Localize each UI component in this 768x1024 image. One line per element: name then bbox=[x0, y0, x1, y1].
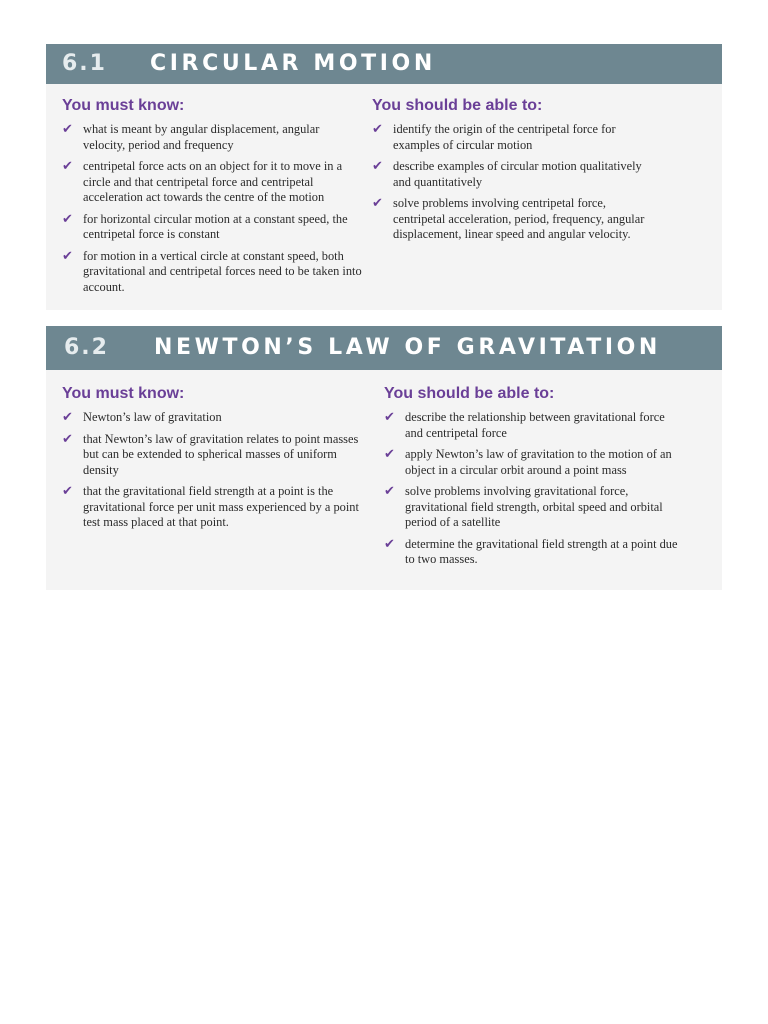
list-item bbox=[62, 212, 362, 243]
list-item-text: centripetal force acts on an object for it to move in a circle and that centripetal force and centripetal acceleration act towards the centre of the motion bbox=[83, 159, 343, 204]
section-banner bbox=[46, 44, 722, 84]
must-know-column bbox=[62, 96, 362, 301]
check-icon: ✔ bbox=[372, 122, 383, 137]
check-icon: ✔ bbox=[372, 196, 383, 211]
list-item bbox=[62, 122, 362, 153]
check-icon: ✔ bbox=[384, 536, 395, 552]
check-icon: ✔ bbox=[62, 410, 73, 425]
check-icon: ✔ bbox=[62, 159, 73, 174]
list-item bbox=[62, 432, 372, 479]
list-item bbox=[62, 249, 362, 296]
list-item-text: determine the gravitational field strength at a point due to two masses. bbox=[405, 536, 678, 566]
section-number: 6.1 bbox=[62, 51, 107, 76]
check-icon: ✔ bbox=[384, 447, 395, 462]
list-item-text: apply Newton’s law of gravitation to the motion of an object in a circular orbit around a point mass bbox=[405, 447, 672, 477]
able-to-column bbox=[372, 96, 652, 249]
check-icon: ✔ bbox=[62, 211, 73, 227]
check-icon: ✔ bbox=[62, 484, 73, 499]
list-item bbox=[62, 410, 372, 426]
able-to-heading: You should be able to: bbox=[372, 97, 543, 114]
list-item bbox=[384, 447, 684, 478]
list-item-text: what is meant by angular displacement, angular velocity, period and frequency bbox=[83, 122, 320, 152]
list-item-text: describe examples of circular motion qualitatively and quantitatively bbox=[393, 159, 642, 189]
must-know-heading: You must know: bbox=[62, 97, 185, 114]
must-know-list bbox=[62, 410, 372, 531]
list-item-text: solve problems involving centripetal force, centripetal acceleration, period, frequency, angular displacement, linear speed and angular velocity. bbox=[393, 196, 645, 241]
able-to-column bbox=[384, 384, 684, 574]
check-icon: ✔ bbox=[62, 248, 73, 264]
list-item bbox=[62, 159, 362, 206]
list-item-text: that the gravitational field strength at a point is the gravitational force per unit mass experienced by a point test mass placed at that point. bbox=[83, 484, 359, 529]
list-item-text: that Newton’s law of gravitation relates to point masses but can be extended to spherical masses of uniform density bbox=[83, 431, 359, 477]
must-know-column bbox=[62, 384, 372, 537]
list-item bbox=[384, 537, 684, 568]
able-to-list bbox=[372, 122, 652, 243]
check-icon: ✔ bbox=[384, 410, 395, 425]
section-newtons-law-of-gravitation bbox=[46, 326, 722, 590]
list-item bbox=[372, 122, 652, 153]
section-banner bbox=[46, 326, 722, 370]
section-title: NEWTON’S LAW OF GRAVITATION bbox=[154, 335, 661, 360]
check-icon: ✔ bbox=[384, 484, 395, 499]
list-item-text: for horizontal circular motion at a constant speed, the centripetal force is constant bbox=[83, 211, 348, 241]
list-item bbox=[384, 484, 684, 531]
check-icon: ✔ bbox=[62, 122, 73, 137]
list-item bbox=[384, 410, 684, 441]
section-number: 6.2 bbox=[64, 335, 109, 360]
list-item-text: identify the origin of the centripetal force for examples of circular motion bbox=[393, 122, 616, 152]
list-item-text: solve problems involving gravitational force, gravitational field strength, orbital speed and orbital period of a satellite bbox=[405, 484, 663, 529]
list-item bbox=[62, 484, 372, 531]
able-to-heading: You should be able to: bbox=[384, 385, 555, 402]
list-item bbox=[372, 196, 652, 243]
must-know-heading: You must know: bbox=[62, 385, 185, 402]
list-item-text: describe the relationship between gravitational force and centripetal force bbox=[405, 410, 665, 440]
check-icon: ✔ bbox=[372, 159, 383, 174]
must-know-list bbox=[62, 122, 362, 295]
list-item-text: Newton’s law of gravitation bbox=[83, 410, 222, 424]
able-to-list bbox=[384, 410, 684, 568]
list-item-text: for motion in a vertical circle at constant speed, both gravitational and centripetal forces need to be taken into account. bbox=[83, 248, 362, 294]
list-item bbox=[372, 159, 652, 190]
section-circular-motion bbox=[46, 44, 722, 310]
section-title: CIRCULAR MOTION bbox=[150, 51, 436, 76]
check-icon: ✔ bbox=[62, 431, 73, 447]
